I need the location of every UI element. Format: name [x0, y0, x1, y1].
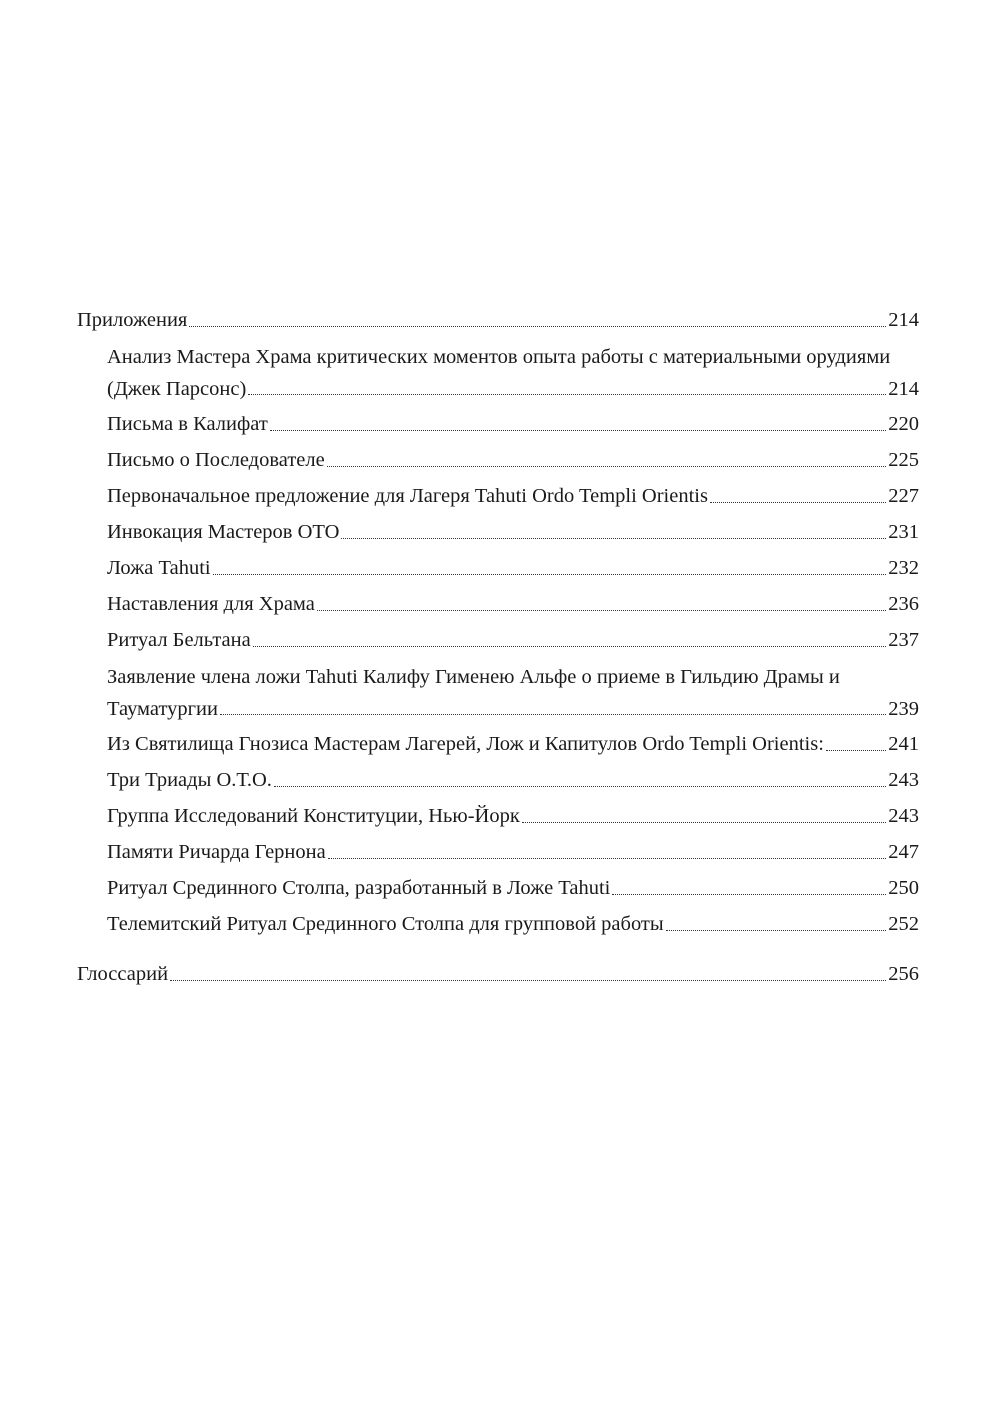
toc-entry-label: Инвокация Мастеров ОТО: [107, 521, 340, 543]
toc-leader-dots: [826, 750, 886, 751]
toc-entry-label: Письмо о Последователе: [107, 449, 325, 471]
toc-leader-dots: [274, 786, 886, 787]
toc-entry[interactable]: [107, 550, 919, 586]
toc-leader-dots: [328, 858, 887, 859]
toc-entry-label: Ложа Tahuti: [107, 557, 211, 579]
toc-page-number: 247: [888, 841, 919, 863]
toc-page-number: 214: [888, 309, 919, 331]
toc-entry[interactable]: [107, 586, 919, 622]
toc-entry-label: Наставления для Храма: [107, 593, 315, 615]
toc-entry-label: Телемитский Ритуал Срединного Столпа для групповой работы: [107, 913, 664, 935]
toc-leader-dots: [189, 326, 886, 327]
toc-page-number: 237: [888, 629, 919, 651]
toc-entry[interactable]: [107, 798, 919, 834]
toc-leader-dots: [253, 646, 887, 647]
toc-entry-label: Тауматургии: [107, 698, 218, 720]
toc-page-number: 214: [888, 378, 919, 400]
toc-entry[interactable]: [107, 834, 919, 870]
toc-entry[interactable]: [107, 514, 919, 550]
toc-entry[interactable]: [107, 406, 919, 442]
toc-entry-label: Из Святилища Гнозиса Мастерам Лагерей, Лож и Капитулов Ordo Templi Orientis:: [107, 733, 824, 755]
toc-leader-dots: [213, 574, 887, 575]
toc-leader-dots: [220, 714, 886, 715]
toc-page-number: 231: [888, 521, 919, 543]
toc-page-number: 236: [888, 593, 919, 615]
toc-entry[interactable]: [107, 442, 919, 478]
toc-leader-dots: [327, 466, 887, 467]
toc-page-number: 256: [888, 963, 919, 985]
toc-entry[interactable]: [107, 622, 919, 658]
toc-entry-label-line1: Заявление члена ложи Tahuti Калифу Гименею Альфе о приеме в Гильдию Драмы и: [107, 666, 840, 688]
toc-leader-dots: [666, 930, 887, 931]
toc-entry-label: Ритуал Бельтана: [107, 629, 251, 651]
toc-page-number: 252: [888, 913, 919, 935]
toc-page-number: 225: [888, 449, 919, 471]
toc-entry[interactable]: [107, 762, 919, 798]
toc-entry[interactable]: [107, 870, 919, 906]
toc-entry-label: Первоначальное предложение для Лагеря Tahuti Ordo Templi Orientis: [107, 485, 708, 507]
toc-entry-appendix[interactable]: [77, 302, 919, 338]
toc-leader-dots: [612, 894, 886, 895]
toc-page-number: 220: [888, 413, 919, 435]
toc-entry[interactable]: [107, 726, 919, 762]
toc-leader-dots: [317, 610, 886, 611]
toc-leader-dots: [341, 538, 886, 539]
toc-entry-drama-guild[interactable]: [107, 658, 919, 726]
toc-page-number: 243: [888, 805, 919, 827]
toc-entry-label: Приложения: [77, 309, 188, 331]
toc-entry-label-line1: Анализ Мастера Храма критических моментов опыта работы с материальными орудиями: [107, 346, 891, 368]
toc-entry-label: Ритуал Срединного Столпа, разработанный в Ложе Tahuti: [107, 877, 611, 899]
toc-entry-label: (Джек Парсонс): [107, 378, 247, 400]
toc-leader-dots: [248, 394, 886, 395]
toc-page-number: 232: [888, 557, 919, 579]
toc-page-number: 227: [888, 485, 919, 507]
toc-entry-parsons[interactable]: [107, 338, 919, 406]
toc-entry[interactable]: [107, 906, 919, 942]
toc-entry[interactable]: [107, 478, 919, 514]
toc-entry-glossary[interactable]: [77, 956, 919, 992]
toc-page-number: 241: [888, 733, 919, 755]
toc-leader-dots: [270, 430, 886, 431]
toc-page-number: 239: [888, 698, 919, 720]
table-of-contents: [77, 302, 919, 992]
toc-entry-label: Три Триады О.Т.О.: [107, 769, 272, 791]
toc-entry-label: Глоссарий: [77, 963, 169, 985]
toc-entry-label: Письма в Калифат: [107, 413, 268, 435]
toc-leader-dots: [170, 980, 886, 981]
toc-entry-label: Группа Исследований Конституции, Нью-Йорк: [107, 805, 520, 827]
toc-leader-dots: [522, 822, 886, 823]
toc-entry-label: Памяти Ричарда Гернона: [107, 841, 326, 863]
toc-leader-dots: [710, 502, 886, 503]
toc-page-number: 250: [888, 877, 919, 899]
toc-page-number: 243: [888, 769, 919, 791]
